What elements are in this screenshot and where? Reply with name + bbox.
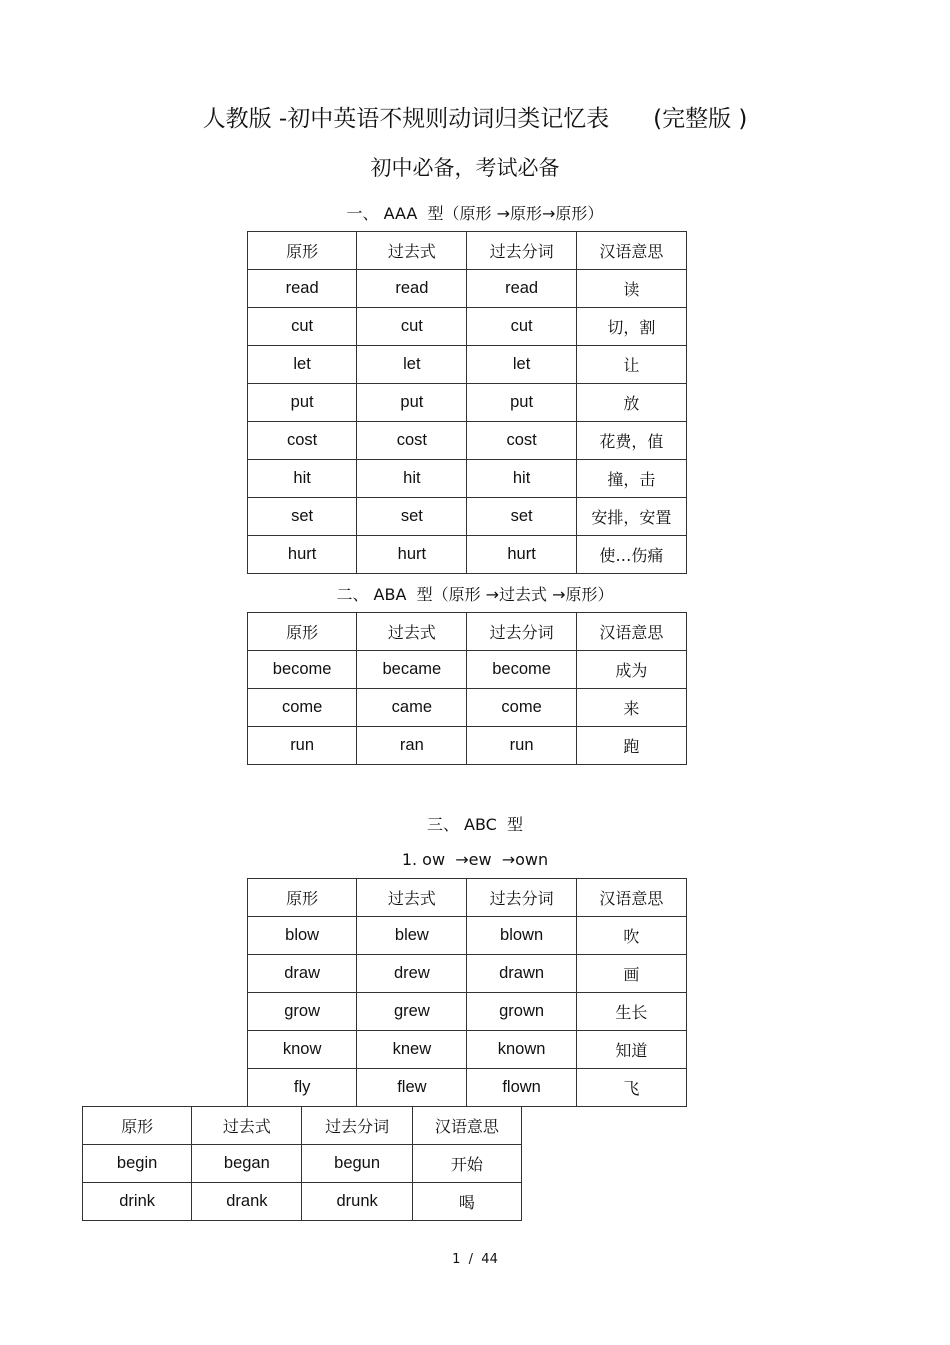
table-row bbox=[83, 1183, 522, 1221]
chinese-meaning-cell: 读 bbox=[576, 270, 686, 308]
chinese-meaning-cell: 知道 bbox=[576, 1031, 686, 1069]
table-row bbox=[248, 955, 687, 993]
chinese-meaning-cell: 画 bbox=[576, 955, 686, 993]
document-subtitle: 初中必备，考试必备 bbox=[370, 156, 560, 180]
past-tense-cell: grew bbox=[357, 993, 467, 1031]
past-participle-cell: drawn bbox=[467, 955, 576, 993]
past-tense-cell: knew bbox=[357, 1031, 467, 1069]
column-header: 汉语意思 bbox=[576, 613, 686, 651]
chinese-meaning-cell: 安排，安置 bbox=[576, 498, 686, 536]
base-form-cell: set bbox=[248, 498, 357, 536]
section-heading-aaa: 一、 AAA 型（原形 →原形→原形） bbox=[346, 204, 604, 223]
past-tense-cell: became bbox=[357, 651, 467, 689]
base-form-cell: blow bbox=[248, 917, 357, 955]
table-row bbox=[248, 727, 687, 765]
past-participle-cell: put bbox=[467, 384, 576, 422]
table-row bbox=[248, 689, 687, 727]
past-tense-cell: came bbox=[357, 689, 467, 727]
column-header: 原形 bbox=[248, 232, 357, 270]
past-participle-cell: become bbox=[467, 651, 576, 689]
table-row bbox=[248, 422, 687, 460]
base-form-cell: read bbox=[248, 270, 357, 308]
chinese-meaning-cell: 花费，值 bbox=[576, 422, 686, 460]
past-tense-cell: put bbox=[357, 384, 467, 422]
past-tense-cell: read bbox=[357, 270, 467, 308]
column-header: 过去式 bbox=[357, 232, 467, 270]
past-participle-cell: flown bbox=[467, 1069, 576, 1107]
base-form-cell: cut bbox=[248, 308, 357, 346]
table-row bbox=[248, 346, 687, 384]
table-row bbox=[248, 536, 687, 574]
column-header: 过去式 bbox=[357, 613, 467, 651]
past-tense-cell: ran bbox=[357, 727, 467, 765]
column-header: 汉语意思 bbox=[576, 232, 686, 270]
past-tense-cell: hit bbox=[357, 460, 467, 498]
section-heading-abc: 三、 ABC 型 bbox=[426, 815, 524, 834]
column-header: 过去式 bbox=[357, 879, 467, 917]
base-form-cell: let bbox=[248, 346, 357, 384]
table-row bbox=[248, 384, 687, 422]
table-row bbox=[248, 1069, 687, 1107]
past-participle-cell: hit bbox=[467, 460, 576, 498]
base-form-cell: fly bbox=[248, 1069, 357, 1107]
past-tense-cell: flew bbox=[357, 1069, 467, 1107]
column-header: 过去分词 bbox=[467, 879, 576, 917]
past-participle-cell: drunk bbox=[302, 1183, 412, 1221]
past-participle-cell: let bbox=[467, 346, 576, 384]
page-number: 1 / 44 bbox=[452, 1252, 498, 1267]
chinese-meaning-cell: 成为 bbox=[576, 651, 686, 689]
chinese-meaning-cell: 来 bbox=[576, 689, 686, 727]
past-participle-cell: known bbox=[467, 1031, 576, 1069]
past-tense-cell: set bbox=[357, 498, 467, 536]
past-participle-cell: cut bbox=[467, 308, 576, 346]
base-form-cell: cost bbox=[248, 422, 357, 460]
base-form-cell: run bbox=[248, 727, 357, 765]
chinese-meaning-cell: 开始 bbox=[412, 1145, 521, 1183]
column-header: 汉语意思 bbox=[576, 879, 686, 917]
table-row bbox=[83, 1145, 522, 1183]
past-tense-cell: drew bbox=[357, 955, 467, 993]
past-participle-cell: grown bbox=[467, 993, 576, 1031]
table-row bbox=[248, 498, 687, 536]
chinese-meaning-cell: 使…伤痛 bbox=[576, 536, 686, 574]
document-title: 人教版 -初中英语不规则动词归类记忆表 (完整版 ) bbox=[202, 106, 748, 132]
table-row bbox=[248, 1031, 687, 1069]
table-header-row bbox=[83, 1107, 522, 1145]
past-tense-cell: hurt bbox=[357, 536, 467, 574]
chinese-meaning-cell: 让 bbox=[576, 346, 686, 384]
subsection-heading-ow-ew-own: 1. ow →ew →own bbox=[401, 850, 549, 869]
past-participle-cell: begun bbox=[302, 1145, 412, 1183]
past-tense-cell: cut bbox=[357, 308, 467, 346]
chinese-meaning-cell: 生长 bbox=[576, 993, 686, 1031]
past-tense-cell: began bbox=[192, 1145, 302, 1183]
table-header-row bbox=[248, 232, 687, 270]
chinese-meaning-cell: 跑 bbox=[576, 727, 686, 765]
past-tense-cell: drank bbox=[192, 1183, 302, 1221]
column-header: 汉语意思 bbox=[412, 1107, 521, 1145]
section-heading-aba: 二、 ABA 型（原形 →过去式 →原形） bbox=[336, 585, 614, 604]
table-header-row bbox=[248, 879, 687, 917]
column-header: 原形 bbox=[248, 879, 357, 917]
abc-ow-verb-table bbox=[247, 878, 687, 1107]
abc-begin-verb-table bbox=[82, 1106, 522, 1221]
table-row bbox=[248, 460, 687, 498]
chinese-meaning-cell: 飞 bbox=[576, 1069, 686, 1107]
column-header: 过去分词 bbox=[467, 232, 576, 270]
base-form-cell: hit bbox=[248, 460, 357, 498]
base-form-cell: come bbox=[248, 689, 357, 727]
base-form-cell: begin bbox=[83, 1145, 192, 1183]
past-tense-cell: blew bbox=[357, 917, 467, 955]
base-form-cell: put bbox=[248, 384, 357, 422]
base-form-cell: become bbox=[248, 651, 357, 689]
table-row bbox=[248, 917, 687, 955]
past-tense-cell: let bbox=[357, 346, 467, 384]
table-row bbox=[248, 270, 687, 308]
chinese-meaning-cell: 切，割 bbox=[576, 308, 686, 346]
chinese-meaning-cell: 吹 bbox=[576, 917, 686, 955]
chinese-meaning-cell: 撞，击 bbox=[576, 460, 686, 498]
column-header: 原形 bbox=[83, 1107, 192, 1145]
aaa-verb-table bbox=[247, 231, 687, 574]
past-participle-cell: read bbox=[467, 270, 576, 308]
table-row bbox=[248, 993, 687, 1031]
base-form-cell: grow bbox=[248, 993, 357, 1031]
column-header: 过去分词 bbox=[302, 1107, 412, 1145]
base-form-cell: hurt bbox=[248, 536, 357, 574]
chinese-meaning-cell: 喝 bbox=[412, 1183, 521, 1221]
base-form-cell: know bbox=[248, 1031, 357, 1069]
column-header: 原形 bbox=[248, 613, 357, 651]
past-tense-cell: cost bbox=[357, 422, 467, 460]
column-header: 过去式 bbox=[192, 1107, 302, 1145]
past-participle-cell: come bbox=[467, 689, 576, 727]
table-row bbox=[248, 308, 687, 346]
past-participle-cell: blown bbox=[467, 917, 576, 955]
past-participle-cell: cost bbox=[467, 422, 576, 460]
past-participle-cell: set bbox=[467, 498, 576, 536]
past-participle-cell: hurt bbox=[467, 536, 576, 574]
chinese-meaning-cell: 放 bbox=[576, 384, 686, 422]
table-header-row bbox=[248, 613, 687, 651]
column-header: 过去分词 bbox=[467, 613, 576, 651]
table-row bbox=[248, 651, 687, 689]
aba-verb-table bbox=[247, 612, 687, 765]
base-form-cell: draw bbox=[248, 955, 357, 993]
base-form-cell: drink bbox=[83, 1183, 192, 1221]
past-participle-cell: run bbox=[467, 727, 576, 765]
